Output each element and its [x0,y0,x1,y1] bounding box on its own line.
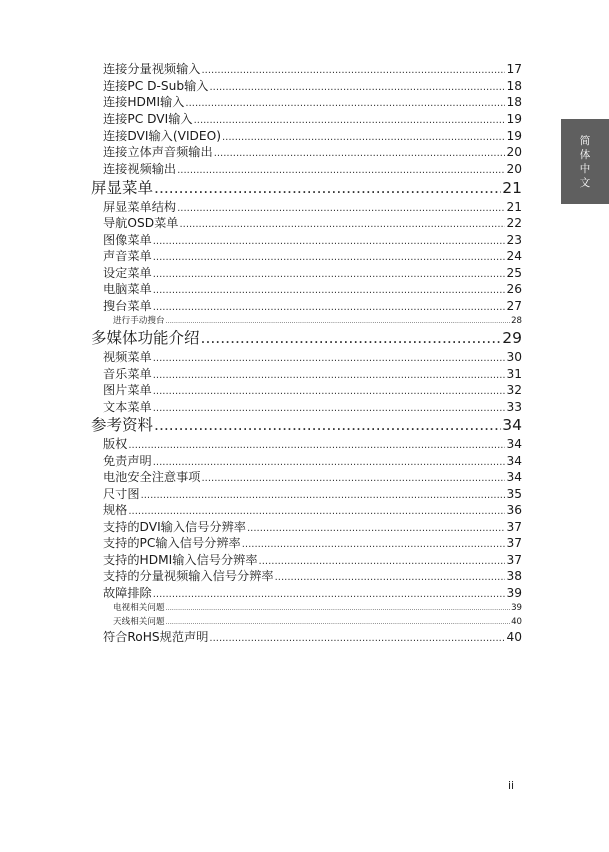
toc-entry[interactable]: 视频菜单 ..... 30 [103,349,522,366]
toc-entry[interactable]: 连接立体声音频输出 ..... 20 [103,144,522,161]
toc-entry[interactable]: 支持的HDMI输入信号分辨率 ..... 37 [103,552,522,569]
page-number: ii [508,779,515,792]
toc-entry[interactable]: 免责声明 ..... 34 [103,453,522,470]
language-tab [561,119,609,204]
toc-entry[interactable]: 连接PC DVI输入 ..... 19 [103,111,522,128]
language-tab-char: 中 [579,162,591,175]
toc-entry[interactable]: 符合RoHS规范声明 ..... 40 [103,629,522,646]
toc-section-heading[interactable]: 多媒体功能介绍 ..... 29 [91,328,522,349]
toc-entry[interactable]: 搜台菜单 ..... 27 [103,298,522,315]
toc-entry[interactable]: 设定菜单 ..... 25 [103,265,522,282]
toc-entry[interactable]: 支持的分量视频输入信号分辨率 ..... 38 [103,568,522,585]
toc-subentry[interactable]: 电视相关问题 ..... 39 [113,601,522,615]
toc-entry[interactable]: 连接HDMI输入 ..... 18 [103,94,522,111]
toc-entry[interactable]: 规格 ..... 36 [103,502,522,519]
language-tab-char: 文 [579,176,591,189]
toc-entry[interactable]: 图片菜单 ..... 32 [103,382,522,399]
toc-entry[interactable]: 声音菜单 ..... 24 [103,248,522,265]
toc-entry[interactable]: 图像菜单 ..... 23 [103,232,522,249]
toc-entry[interactable]: 文本菜单 ..... 33 [103,399,522,416]
toc-entry[interactable]: 版权 ..... 34 [103,436,522,453]
toc-entry[interactable]: 连接视频输出 ..... 20 [103,161,522,178]
language-tab-char: 体 [579,148,591,161]
language-tab-char: 简 [579,134,591,147]
toc-entry[interactable]: 支持的PC输入信号分辨率 ..... 37 [103,535,522,552]
toc-entry[interactable]: 电池安全注意事项 ..... 34 [103,469,522,486]
toc-section-heading[interactable]: 屏显菜单 ..... 21 [91,178,522,199]
toc-entry[interactable]: 电脑菜单 ..... 26 [103,281,522,298]
toc-subentry[interactable]: 天线相关问题 ..... 40 [113,615,522,629]
toc-entry[interactable]: 尺寸图 ..... 35 [103,486,522,503]
toc-entry[interactable]: 连接PC D-Sub输入 ..... 18 [103,78,522,95]
table-of-contents [0,61,609,646]
toc-entry[interactable]: 导航OSD菜单 ..... 22 [103,215,522,232]
toc-entry[interactable]: 支持的DVI输入信号分辨率 ..... 37 [103,519,522,536]
toc-entry[interactable]: 连接分量视频输入 ..... 17 [103,61,522,78]
toc-entry[interactable]: 音乐菜单 ..... 31 [103,366,522,383]
toc-entry[interactable]: 屏显菜单结构 ..... 21 [103,199,522,216]
toc-subentry[interactable]: 进行手动搜台 ..... 28 [113,314,522,328]
toc-section-heading[interactable]: 参考资料 ..... 34 [91,415,522,436]
toc-entry[interactable]: 连接DVI输入(VIDEO) ..... 19 [103,128,522,145]
toc-entry[interactable]: 故障排除 ..... 39 [103,585,522,602]
